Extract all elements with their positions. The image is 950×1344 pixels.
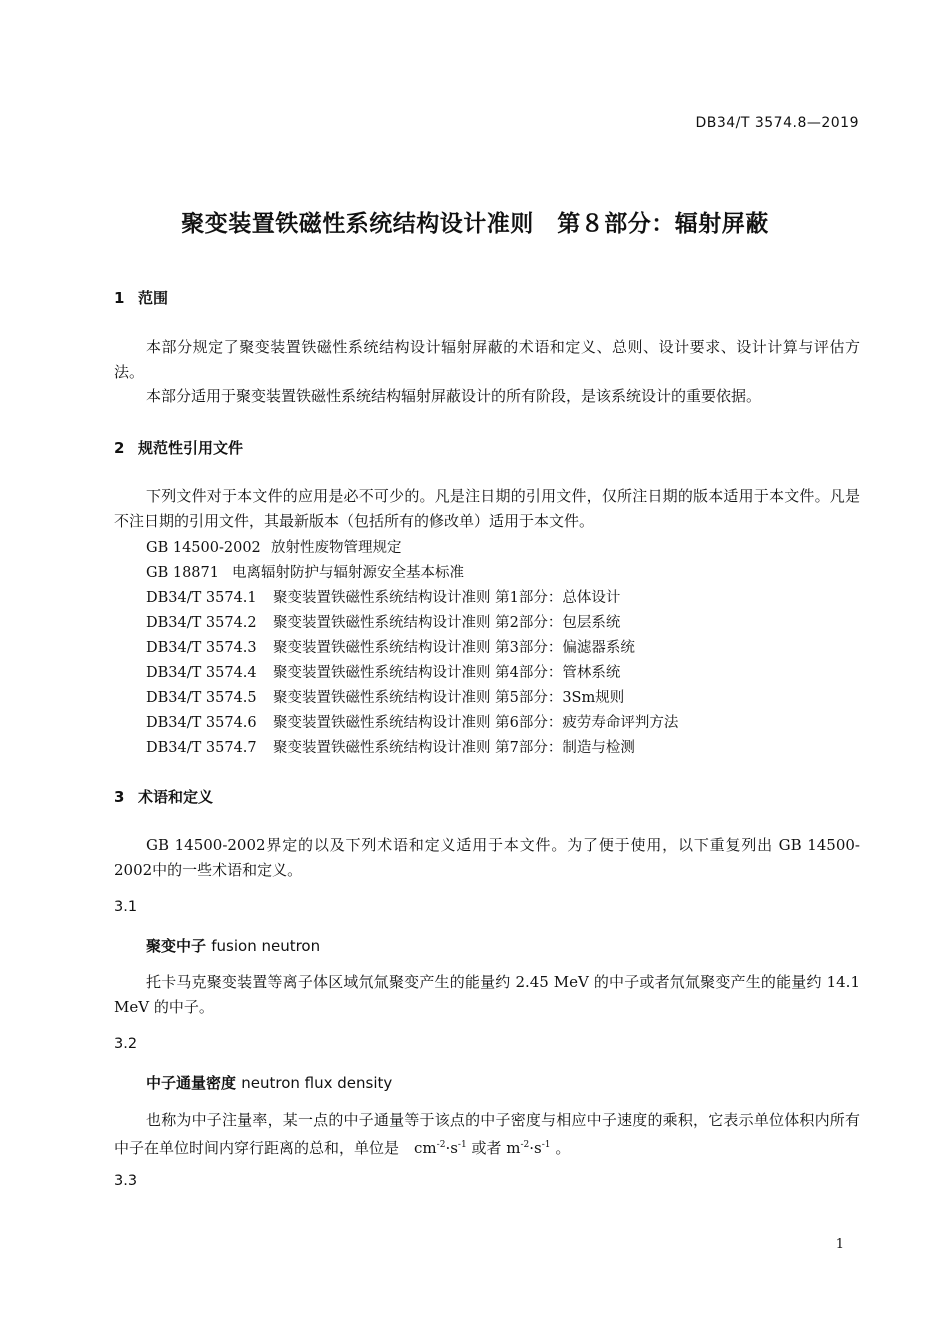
reference-item bbox=[146, 561, 464, 582]
reference-item bbox=[146, 636, 635, 657]
page-number: 1 bbox=[835, 1237, 844, 1252]
clause-number: 3.2 bbox=[114, 1036, 138, 1052]
reference-item bbox=[146, 586, 620, 607]
reference-title: 聚变装置铁磁性系统结构设计准则 第1部分：总体设计 bbox=[273, 590, 621, 606]
term-english: fusion neutron bbox=[211, 937, 321, 955]
reference-item bbox=[146, 661, 620, 682]
definition-text: 也称为中子注量率，某一点的中子通量等于该点的中子密度与相应中子速度的乘积，它表示单位体积内所有中子在单位时间内穿行距离的总和，单位是 bbox=[114, 1111, 860, 1157]
reference-code: DB34/T 3574.3 bbox=[146, 640, 257, 656]
unit-expression: $cm^{-2}\cdot s^{-1}$ bbox=[414, 1139, 467, 1157]
clause-number: 3.1 bbox=[114, 899, 138, 915]
reference-code: DB34/T 3574.1 bbox=[146, 590, 257, 606]
reference-item bbox=[146, 611, 620, 632]
section-3-heading bbox=[114, 786, 213, 807]
unit-expression: $m^{-2}\cdot s^{-1}$ bbox=[506, 1139, 551, 1157]
section-2-intro: 下列文件对于本文件的应用是必不可少的。凡是注日期的引用文件，仅所注日期的版本适用于本文件。凡是不注日期的引用文件，其最新版本（包括所有的修改单）适用于本文件。 bbox=[114, 487, 860, 530]
term-heading bbox=[146, 935, 320, 956]
section-number: 3 bbox=[114, 788, 125, 806]
reference-code: DB34/T 3574.4 bbox=[146, 665, 257, 681]
document-code: DB34/T 3574.8—2019 bbox=[695, 115, 859, 131]
reference-title: 聚变装置铁磁性系统结构设计准则 第7部分：制造与检测 bbox=[273, 740, 635, 756]
reference-title: 聚变装置铁磁性系统结构设计准则 第5部分：3Sm规则 bbox=[273, 690, 625, 706]
section-title: 范围 bbox=[138, 289, 169, 307]
term-chinese: 聚变中子 bbox=[146, 937, 207, 955]
document-title: 聚变装置铁磁性系统结构设计准则 第８部分：辐射屏蔽 bbox=[181, 211, 769, 237]
clause-number: 3.3 bbox=[114, 1173, 138, 1189]
reference-title: 聚变装置铁磁性系统结构设计准则 第4部分：管林系统 bbox=[273, 665, 621, 681]
reference-item bbox=[146, 736, 635, 757]
term-heading bbox=[146, 1072, 392, 1093]
section-1-paragraph-2: 本部分适用于聚变装置铁磁性系统结构辐射屏蔽设计的所有阶段，是该系统设计的重要依据。 bbox=[146, 387, 762, 405]
reference-title: 聚变装置铁磁性系统结构设计准则 第6部分：疲劳寿命评判方法 bbox=[273, 715, 679, 731]
reference-title: 聚变装置铁磁性系统结构设计准则 第3部分：偏滤器系统 bbox=[273, 640, 635, 656]
reference-title: 聚变装置铁磁性系统结构设计准则 第2部分：包层系统 bbox=[273, 615, 621, 631]
reference-item bbox=[146, 686, 624, 707]
reference-code: GB 14500-2002 bbox=[146, 540, 261, 556]
section-3-intro: GB 14500-2002界定的以及下列术语和定义适用于本文件。为了便于使用，以下重复列出 GB 14500-2002中的一些术语和定义。 bbox=[114, 836, 860, 879]
reference-title: 电离辐射防护与辐射源安全基本标准 bbox=[232, 565, 464, 581]
section-title: 术语和定义 bbox=[138, 788, 214, 806]
term-chinese: 中子通量密度 bbox=[146, 1074, 237, 1092]
reference-code: DB34/T 3574.2 bbox=[146, 615, 257, 631]
term-definition: 也称为中子注量率，某一点的中子通量等于该点的中子密度与相应中子速度的乘积，它表示单位体积内所有中子在单位时间内穿行距离的总和，单位是 $cm^{-2}\cdot s^{-1}$ 或者 $m^{-2}\cdot s^{-1}$ 。 bbox=[114, 1111, 860, 1157]
term-english: neutron flux density bbox=[241, 1074, 393, 1092]
section-1-paragraph-1: 本部分规定了聚变装置铁磁性系统结构设计辐射屏蔽的术语和定义、总则、设计要求、设计计算与评估方法。 bbox=[114, 338, 860, 381]
reference-code: GB 18871 bbox=[146, 565, 219, 581]
reference-item bbox=[146, 711, 678, 732]
section-2-heading bbox=[114, 437, 243, 458]
reference-code: DB34/T 3574.5 bbox=[146, 690, 257, 706]
term-definition: 托卡马克聚变装置等离子体区域氘氚聚变产生的能量约 2.45 MeV 的中子或者氘氚聚变产生的能量约 14.1 MeV 的中子。 bbox=[114, 973, 860, 1016]
section-number: 1 bbox=[114, 289, 125, 307]
reference-title: 放射性废物管理规定 bbox=[271, 540, 402, 556]
reference-code: DB34/T 3574.7 bbox=[146, 740, 257, 756]
reference-item bbox=[146, 536, 402, 557]
section-number: 2 bbox=[114, 439, 125, 457]
reference-code: DB34/T 3574.6 bbox=[146, 715, 257, 731]
section-title: 规范性引用文件 bbox=[138, 439, 244, 457]
section-1-heading bbox=[114, 287, 168, 308]
